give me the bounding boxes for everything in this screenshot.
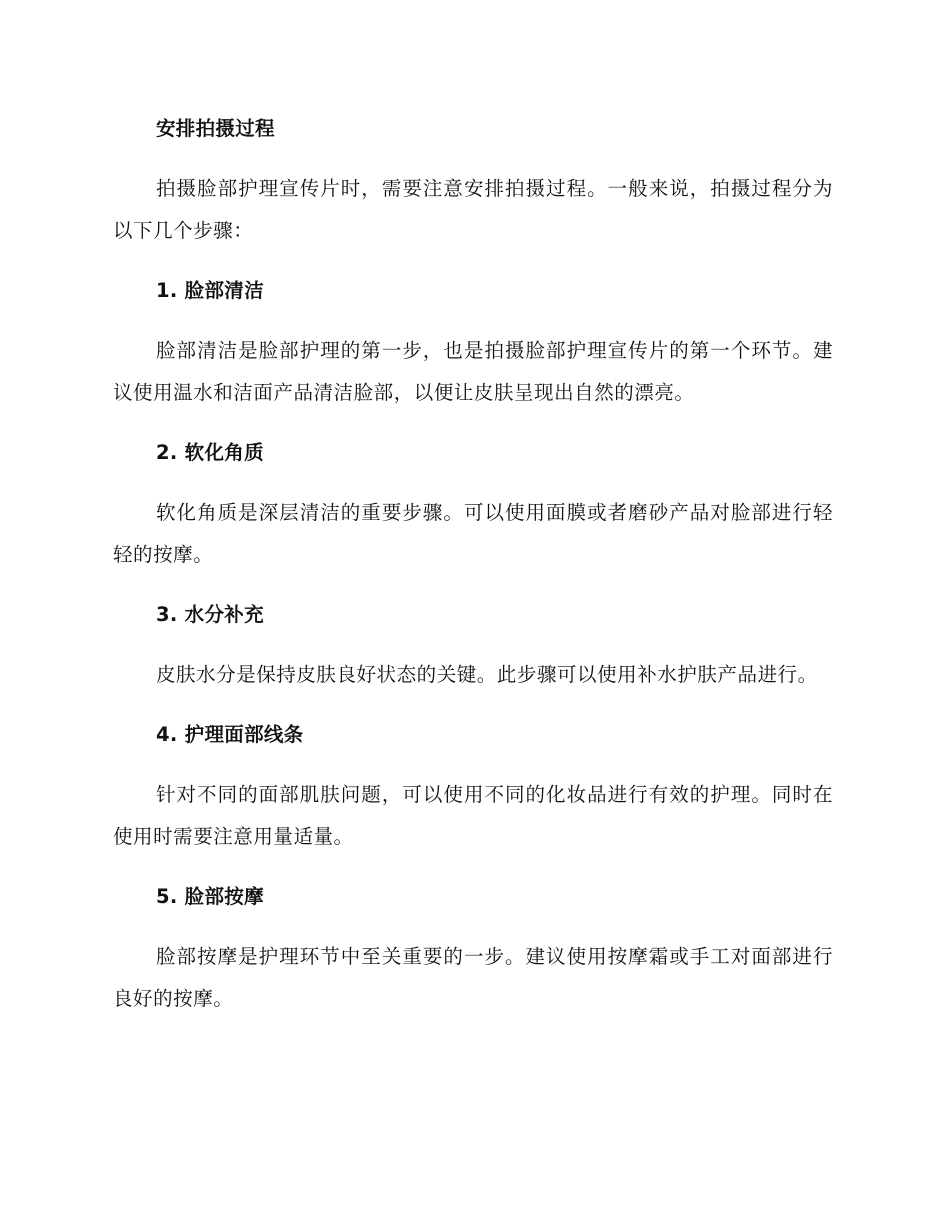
- step-paragraph-1: 脸部清洁是脸部护理的第一步，也是拍摄脸部护理宣传片的第一个环节。建议使用温水和洁面产品清洁脸部，以便让皮肤呈现出自然的漂亮。: [113, 339, 833, 404]
- step-heading-4: 4. 护理面部线条: [156, 723, 304, 746]
- step-heading-1: 1. 脸部清洁: [156, 279, 264, 302]
- step-paragraph-3: 皮肤水分是保持皮肤良好状态的关键。此步骤可以使用补水护肤产品进行。: [156, 663, 818, 686]
- step-heading-5: 5. 脸部按摩: [156, 885, 264, 908]
- step-paragraph-5: 脸部按摩是护理环节中至关重要的一步。建议使用按摩霜或手工对面部进行良好的按摩。: [113, 945, 833, 1010]
- step-paragraph-2: 软化角质是深层清洁的重要步骤。可以使用面膜或者磨砂产品对脸部进行轻轻的按摩。: [113, 501, 833, 566]
- section-heading: 安排拍摄过程: [156, 117, 275, 140]
- step-heading-2: 2. 软化角质: [156, 441, 264, 464]
- section-paragraph: 拍摄脸部护理宣传片时，需要注意安排拍摄过程。一般来说，拍摄过程分为以下几个步骤：: [113, 177, 833, 242]
- step-paragraph-4: 针对不同的面部肌肤问题，可以使用不同的化妆品进行有效的护理。同时在使用时需要注意用量适量。: [113, 783, 833, 848]
- step-heading-3: 3. 水分补充: [156, 603, 264, 626]
- document-body: [113, 108, 833, 1020]
